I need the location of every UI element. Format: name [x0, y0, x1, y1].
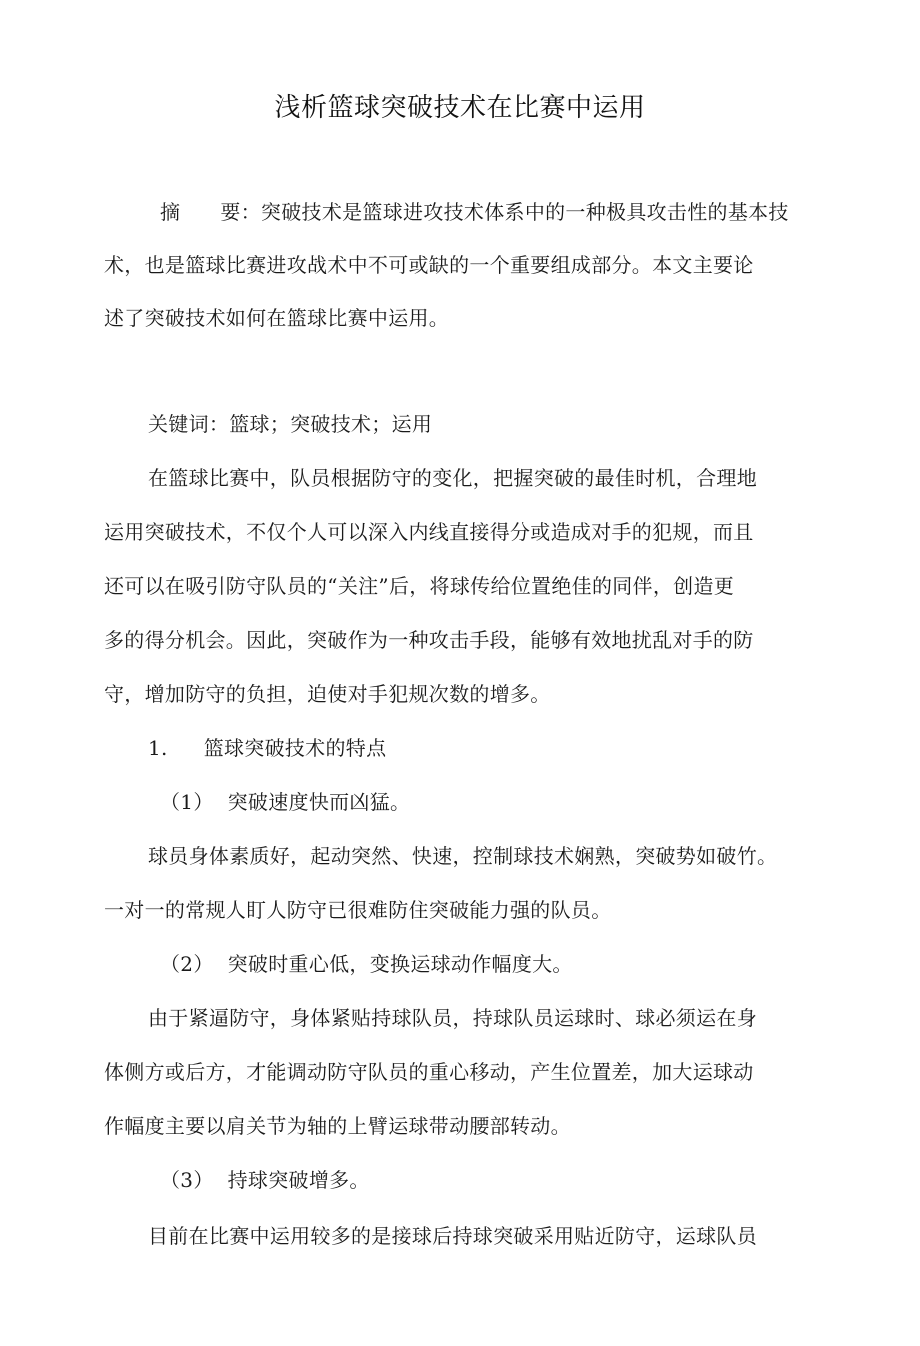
item-3-heading: [160, 1166, 370, 1194]
item-2-body-line-1: 由于紧逼防守，身体紧贴持球队员，持球队员运球时、球必须运在身: [148, 1006, 757, 1030]
document-title: 浅析篮球突破技术在比赛中运用: [274, 93, 646, 123]
abstract-line-1: [160, 198, 789, 226]
section-1-heading: [148, 734, 386, 762]
item-1-body-line-2: 一对一的常规人盯人防守已很难防住突破能力强的队员。: [104, 898, 612, 922]
abstract-line-2: 术，也是篮球比赛进攻战术中不可或缺的一个重要组成部分。本文主要论: [104, 253, 754, 277]
abstract-text-1: 突破技术是篮球进攻技术体系中的一种极具攻击性的基本技: [260, 200, 789, 224]
keywords: 关键词：篮球；突破技术；运用: [148, 412, 433, 436]
item-2-number: （2）: [160, 952, 214, 976]
item-2-heading: [160, 950, 573, 978]
item-3-number: （3）: [160, 1168, 214, 1192]
abstract-label-1: 摘: [160, 200, 181, 224]
intro-line-2: 运用突破技术，不仅个人可以深入内线直接得分或造成对手的犯规，而且: [104, 520, 754, 544]
item-1-number: （1）: [160, 790, 214, 814]
intro-line-5: 守，增加防守的负担，迫使对手犯规次数的增多。: [104, 682, 551, 706]
item-1-body-line-1: 球员身体素质好，起动突然、快速，控制球技术娴熟，突破势如破竹。: [148, 844, 778, 868]
item-3-title: 持球突破增多。: [227, 1168, 370, 1192]
item-2-title: 突破时重心低，变换运球动作幅度大。: [227, 952, 573, 976]
intro-line-1: 在篮球比赛中，队员根据防守的变化，把握突破的最佳时机，合理地: [148, 466, 757, 490]
intro-line-3: 还可以在吸引防守队员的“关注”后，将球传给位置绝佳的同伴，创造更: [104, 574, 735, 598]
abstract-label-2: 要：: [220, 200, 261, 224]
section-1-title: 篮球突破技术的特点: [203, 736, 387, 760]
item-3-body-line-1: 目前在比赛中运用较多的是接球后持球突破采用贴近防守，运球队员: [148, 1224, 757, 1248]
item-1-title: 突破速度快而凶猛。: [227, 790, 411, 814]
item-2-body-line-3: 作幅度主要以肩关节为轴的上臂运球带动腰部转动。: [104, 1114, 571, 1138]
section-1-number: 1.: [148, 736, 168, 760]
item-1-heading: [160, 788, 410, 816]
item-2-body-line-2: 体侧方或后方，才能调动防守队员的重心移动，产生位置差，加大运球动: [104, 1060, 754, 1084]
intro-line-4: 多的得分机会。因此，突破作为一种攻击手段，能够有效地扰乱对手的防: [104, 628, 754, 652]
abstract-line-3: 述了突破技术如何在篮球比赛中运用。: [104, 306, 450, 330]
